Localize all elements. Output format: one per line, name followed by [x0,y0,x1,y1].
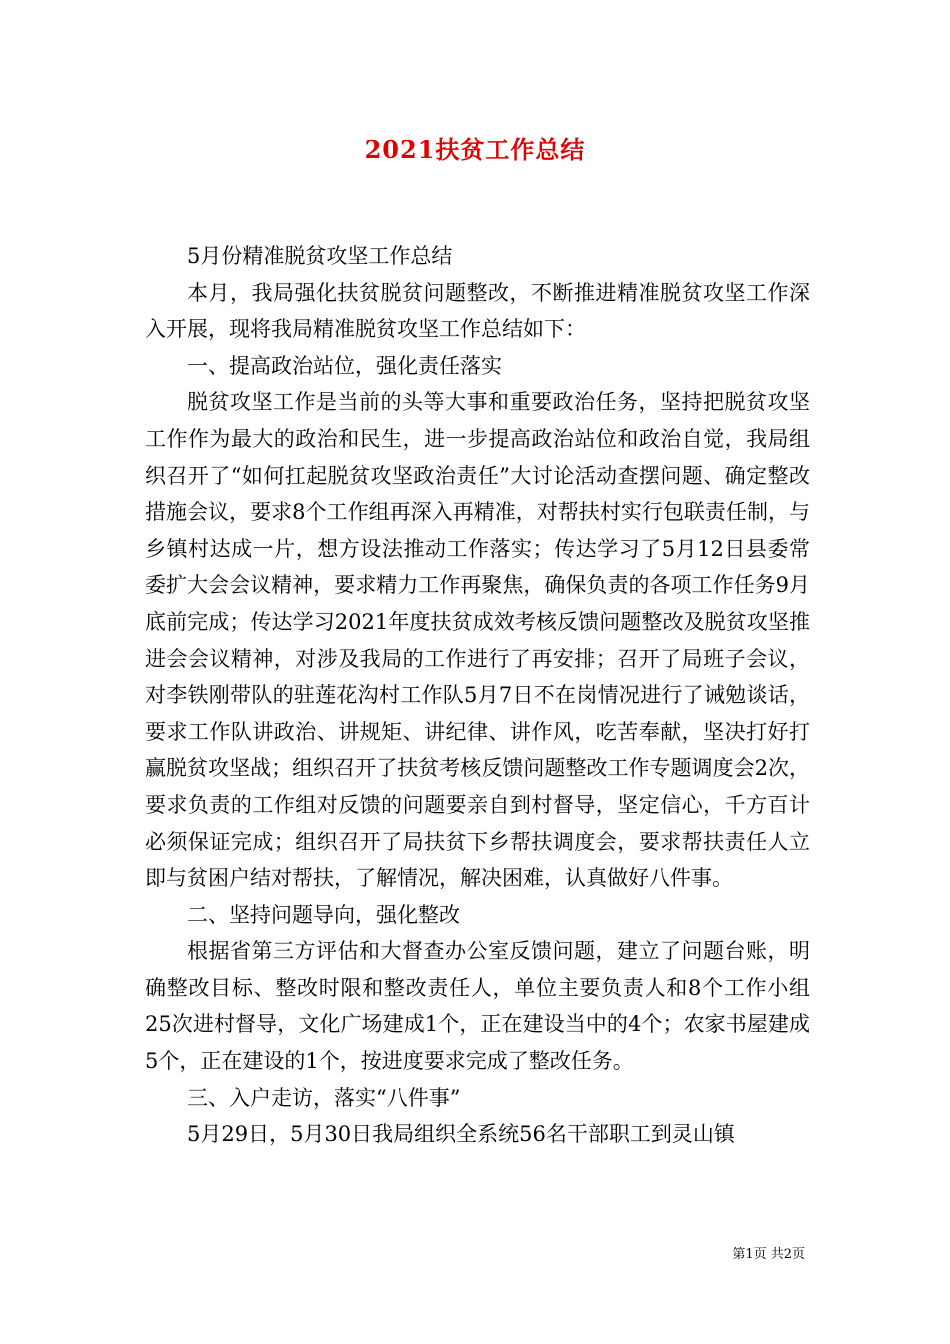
document-body [145,238,810,1153]
section-3-body: 5月29日，5月30日我局组织全系统56名干部职工到灵山镇 [187,1122,735,1147]
section-2-body: 根据省第三方评估和大督查办公室反馈问题，建立了问题台账，明确整改目标、整改时限和整改责任人，单位主要负责人和8个工作小组25次进村督导，文化广场建成1个，正在建设当中的4个；农家书屋建成5个，正在建设的1个，按进度要求完成了整改任务。 [145,939,810,1074]
section-heading-2: 二、坚持问题导向，强化整改 [187,902,460,927]
document-title: 2021扶贫工作总结 [364,135,586,164]
section-heading-1: 一、提高政治站位，强化责任落实 [187,353,502,378]
section-heading-monthly-summary: 5月份精准脱贫攻坚工作总结 [187,244,453,268]
intro-paragraph: 本月，我局强化扶贫脱贫问题整改，不断推进精准脱贫攻坚工作深入开展，现将我局精准脱贫攻坚工作总结如下： [145,280,810,342]
section-1-body: 脱贫攻坚工作是当前的头等大事和重要政治任务，坚持把脱贫攻坚工作作为最大的政治和民生，进一步提高政治站位和政治自觉，我局组织召开了“如何扛起脱贫攻坚政治责任”大讨论活动查摆问题、确定整改措施会议，要求8个工作组再深入再精准，对帮扶村实行包联责任制，与乡镇村达成一片，想方设法推动工作落实；传达学习了5月12日县委常委扩大会会议精神，要求精力工作再聚焦，确保负责的各项工作任务9月底前完成；传达学习2021年度扶贫成效考核反馈问题整改及脱贫攻坚推进会会议精神，对涉及我局的工作进行了再安排；召开了局班子会议，对李铁刚带队的驻莲花沟村工作队5月7日不在岗情况进行了诫勉谈话，要求工作队讲政治、讲规矩、讲纪律、讲作风，吃苦奉献，坚决打好打赢脱贫攻坚战；组织召开了扶贫考核反馈问题整改工作专题调度会2次，要求负责的工作组对反馈的问题要亲自到村督导，坚定信心，千方百计必须保证完成；组织召开了局扶贫下乡帮扶调度会，要求帮扶责任人立即与贫困户结对帮扶，了解情况，解决困难，认真做好八件事。 [145,390,810,891]
section-heading-3: 三、入户走访，落实“八件事” [187,1085,461,1110]
page-number: 第1页 共2页 [732,1247,805,1262]
